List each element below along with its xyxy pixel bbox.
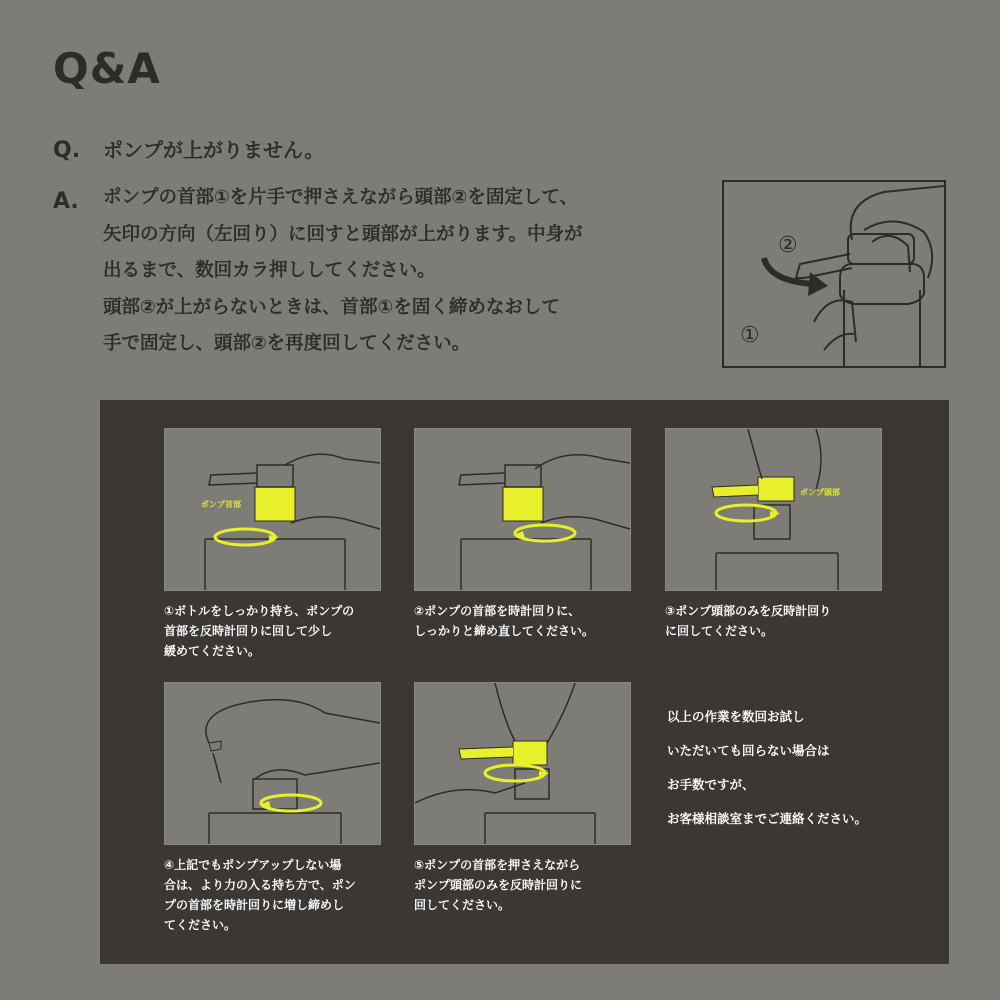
step-2 xyxy=(414,428,654,641)
step-2-caption xyxy=(414,601,654,641)
caption-line: 緩めてください。 xyxy=(164,644,261,658)
caption-line: ②ポンプの首部を時計回りに、 xyxy=(414,604,581,618)
question-text: ポンプが上がりません。 xyxy=(103,138,325,162)
answer-line: 手で固定し、頭部②を再度回してください。 xyxy=(103,333,471,354)
note-line: お客様相談室までご連絡ください。 xyxy=(667,811,868,826)
step-1-image xyxy=(164,428,381,591)
contact-note xyxy=(667,700,867,836)
pump-illustration xyxy=(722,180,946,368)
caption-line: 首部を反時計回りに回して少し xyxy=(164,624,333,638)
step-1-caption xyxy=(164,601,404,661)
caption-line: てください。 xyxy=(164,918,237,932)
note-line: 以上の作業を数回お試し xyxy=(667,709,805,724)
answer-line: 出るまで、数回カラ押ししてください。 xyxy=(103,260,436,281)
caption-line: プの首部を時計回りに増し締めし xyxy=(164,898,345,912)
step-3 xyxy=(665,428,905,641)
pump-hand-drawing xyxy=(724,182,944,366)
step-4-caption xyxy=(164,855,404,935)
step-3-caption xyxy=(665,601,905,641)
answer-line: 頭部②が上がらないときは、首部①を固く締めなおして xyxy=(103,296,560,318)
step-3-tag: ポンプ頭部 xyxy=(800,488,840,497)
step-5-caption xyxy=(414,855,654,915)
step-3-image xyxy=(665,428,882,591)
caption-line: ポンプ頭部のみを反時計回りに xyxy=(414,878,583,892)
note-line: いただいても回らない場合は xyxy=(667,743,830,758)
step-5-image xyxy=(414,682,631,845)
caption-line: 回してください。 xyxy=(414,898,511,912)
caption-line: しっかりと締め直してください。 xyxy=(414,624,595,638)
caption-line: ③ポンプ頭部のみを反時計回り xyxy=(665,604,832,618)
page-title: Q&A xyxy=(53,44,161,93)
label-head: ② xyxy=(778,233,798,258)
answer-mark: A. xyxy=(53,189,79,214)
step-4 xyxy=(164,682,404,935)
caption-line: 合は、より力の入る持ち方で、ポン xyxy=(164,878,356,892)
step-2-image xyxy=(414,428,631,591)
answer-text xyxy=(103,180,583,363)
answer-line: 矢印の方向（左回り）に回すと頭部が上がります。中身が xyxy=(103,223,583,245)
label-neck: ① xyxy=(740,323,760,348)
note-line: お手数ですが、 xyxy=(667,777,755,792)
caption-line: ⑤ポンプの首部を押さえながら xyxy=(414,858,581,872)
step-5 xyxy=(414,682,654,915)
step-1 xyxy=(164,428,404,661)
caption-line: ①ボトルをしっかり持ち、ポンプの xyxy=(164,604,355,618)
question-mark: Q. xyxy=(53,138,81,163)
instruction-panel xyxy=(100,400,949,964)
answer-line: ポンプの首部①を片手で押さえながら頭部②を固定して、 xyxy=(103,187,578,208)
caption-line: に回してください。 xyxy=(665,624,774,638)
caption-line: ④上記でもポンプアップしない場 xyxy=(164,858,342,872)
step-1-tag: ポンプ首部 xyxy=(201,500,241,509)
step-4-image xyxy=(164,682,381,845)
